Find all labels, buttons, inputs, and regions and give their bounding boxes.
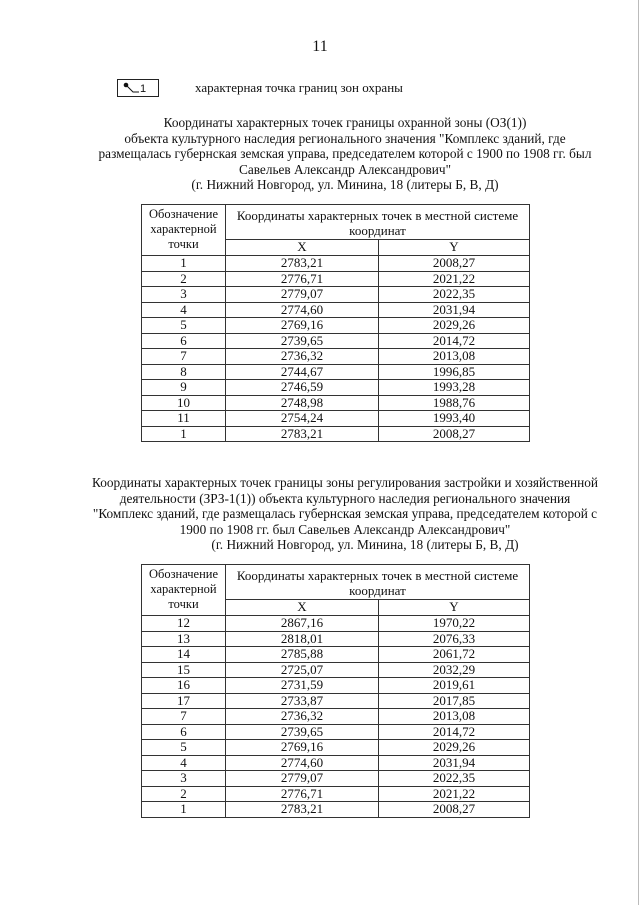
- cell-point: 2: [142, 271, 226, 287]
- cell-x: 2731,59: [226, 678, 379, 694]
- table-row: [142, 740, 530, 756]
- cell-point: 13: [142, 631, 226, 647]
- cell-point: 6: [142, 724, 226, 740]
- header-coordinates-group: Координаты характерных точек в местной системе координат: [226, 205, 530, 240]
- cell-point: 7: [142, 349, 226, 365]
- table-row: [142, 755, 530, 771]
- cell-x: 2867,16: [226, 616, 379, 632]
- cell-point: 17: [142, 693, 226, 709]
- table-row: [142, 709, 530, 725]
- header-x: X: [226, 600, 379, 616]
- cell-y: 2008,27: [379, 256, 530, 272]
- cell-point: 8: [142, 364, 226, 380]
- table-row: [142, 631, 530, 647]
- cell-y: 2008,27: [379, 426, 530, 442]
- cell-point: 10: [142, 395, 226, 411]
- table-row: [142, 395, 530, 411]
- legend: [117, 77, 403, 99]
- cell-y: 1996,85: [379, 364, 530, 380]
- cell-y: 2032,29: [379, 662, 530, 678]
- cell-y: 2031,94: [379, 755, 530, 771]
- cell-point: 9: [142, 380, 226, 396]
- scan-edge: [638, 0, 639, 905]
- section2-title-line: (г. Нижний Новгород, ул. Минина, 18 (литеры Б, В, Д): [211, 537, 519, 552]
- cell-x: 2748,98: [226, 395, 379, 411]
- table-row: [142, 647, 530, 663]
- section2-title: [90, 475, 600, 553]
- cell-x: 2736,32: [226, 349, 379, 365]
- table-row: [142, 380, 530, 396]
- cell-x: 2779,07: [226, 287, 379, 303]
- section1-title-line: Координаты характерных точек границы охранной зоны (ОЗ(1)): [163, 115, 527, 130]
- section1-title-line: (г. Нижний Новгород, ул. Минина, 18 (литеры Б, В, Д): [191, 177, 499, 192]
- cell-y: 2061,72: [379, 647, 530, 663]
- table-row: [142, 426, 530, 442]
- cell-x: 2785,88: [226, 647, 379, 663]
- cell-y: 2029,26: [379, 740, 530, 756]
- cell-x: 2733,87: [226, 693, 379, 709]
- cell-point: 1: [142, 802, 226, 818]
- header-coordinates-group: Координаты характерных точек в местной системе координат: [226, 565, 530, 600]
- section2-title-line: Координаты характерных точек границы зоны регулирования застройки и хозяйственной: [92, 475, 598, 490]
- header-designation: Обозначение характерной точки: [142, 565, 226, 616]
- cell-y: 2076,33: [379, 631, 530, 647]
- header-x: X: [226, 240, 379, 256]
- section2-coordinates-table: [141, 564, 530, 818]
- cell-point: 16: [142, 678, 226, 694]
- cell-x: 2769,16: [226, 318, 379, 334]
- cell-point: 14: [142, 647, 226, 663]
- cell-x: 2779,07: [226, 771, 379, 787]
- cell-x: 2739,65: [226, 724, 379, 740]
- page-number: 11: [312, 38, 328, 55]
- cell-point: 4: [142, 302, 226, 318]
- legend-text: характерная точка границ зон охраны: [195, 80, 403, 95]
- cell-point: 2: [142, 786, 226, 802]
- cell-y: 1988,76: [379, 395, 530, 411]
- cell-x: 2746,59: [226, 380, 379, 396]
- section1-title-line: размещалась губернская земская управа, председателем которой с 1900 по 1908 гг. был: [98, 146, 592, 161]
- cell-y: 1993,28: [379, 380, 530, 396]
- table-row: [142, 287, 530, 303]
- cell-x: 2725,07: [226, 662, 379, 678]
- cell-point: 12: [142, 616, 226, 632]
- section1-title: [90, 115, 600, 193]
- cell-x: 2818,01: [226, 631, 379, 647]
- table-row: [142, 318, 530, 334]
- legend-symbol-box: [117, 79, 159, 97]
- table-row: [142, 333, 530, 349]
- table-row: [142, 802, 530, 818]
- cell-y: 1970,22: [379, 616, 530, 632]
- cell-x: 2783,21: [226, 256, 379, 272]
- cell-y: 2031,94: [379, 302, 530, 318]
- characteristic-point-marker-icon: [118, 80, 158, 96]
- table-row: [142, 786, 530, 802]
- cell-point: 11: [142, 411, 226, 427]
- cell-x: 2776,71: [226, 271, 379, 287]
- table-row: [142, 678, 530, 694]
- section2-title-line: 1900 по 1908 гг. был Савельев Александр Александрович": [179, 521, 511, 537]
- cell-point: 4: [142, 755, 226, 771]
- cell-y: 2014,72: [379, 333, 530, 349]
- table-row: [142, 256, 530, 272]
- table-row: [142, 662, 530, 678]
- cell-y: 1993,40: [379, 411, 530, 427]
- table-row: [142, 693, 530, 709]
- section2-title-line: деятельности (ЗРЗ-1(1)) объекта культурного наследия регионального значения: [119, 490, 571, 506]
- cell-y: 2019,61: [379, 678, 530, 694]
- section1-title-line: Савельев Александр Александрович": [238, 161, 452, 177]
- cell-x: 2774,60: [226, 755, 379, 771]
- table-row: [142, 724, 530, 740]
- cell-point: 5: [142, 740, 226, 756]
- cell-y: 2021,22: [379, 786, 530, 802]
- cell-x: 2783,21: [226, 802, 379, 818]
- cell-point: 3: [142, 287, 226, 303]
- cell-x: 2783,21: [226, 426, 379, 442]
- cell-y: 2013,08: [379, 349, 530, 365]
- cell-x: 2754,24: [226, 411, 379, 427]
- cell-x: 2744,67: [226, 364, 379, 380]
- cell-x: 2739,65: [226, 333, 379, 349]
- table-row: [142, 349, 530, 365]
- cell-x: 2736,32: [226, 709, 379, 725]
- cell-point: 3: [142, 771, 226, 787]
- cell-y: 2017,85: [379, 693, 530, 709]
- cell-y: 2008,27: [379, 802, 530, 818]
- table-row: [142, 411, 530, 427]
- table-row: [142, 616, 530, 632]
- cell-point: 7: [142, 709, 226, 725]
- legend-symbol-number: 1: [140, 83, 147, 95]
- cell-point: 15: [142, 662, 226, 678]
- cell-x: 2774,60: [226, 302, 379, 318]
- cell-point: 5: [142, 318, 226, 334]
- section2-title-line: "Комплекс зданий, где размещалась губернская земская управа, председателем которой с: [92, 506, 598, 521]
- header-y: Y: [379, 240, 530, 256]
- table-row: [142, 771, 530, 787]
- section1-coordinates-table: [141, 204, 530, 442]
- table-row: [142, 271, 530, 287]
- cell-y: 2022,35: [379, 771, 530, 787]
- cell-point: 1: [142, 426, 226, 442]
- section1-title-line: объекта культурного наследия регионального значения "Комплекс зданий, где: [124, 130, 566, 146]
- cell-y: 2029,26: [379, 318, 530, 334]
- cell-point: 1: [142, 256, 226, 272]
- cell-y: 2013,08: [379, 709, 530, 725]
- cell-x: 2776,71: [226, 786, 379, 802]
- table-row: [142, 302, 530, 318]
- cell-y: 2014,72: [379, 724, 530, 740]
- cell-point: 6: [142, 333, 226, 349]
- table-row: [142, 364, 530, 380]
- header-designation: Обозначение характерной точки: [142, 205, 226, 256]
- cell-y: 2022,35: [379, 287, 530, 303]
- header-y: Y: [379, 600, 530, 616]
- cell-x: 2769,16: [226, 740, 379, 756]
- cell-y: 2021,22: [379, 271, 530, 287]
